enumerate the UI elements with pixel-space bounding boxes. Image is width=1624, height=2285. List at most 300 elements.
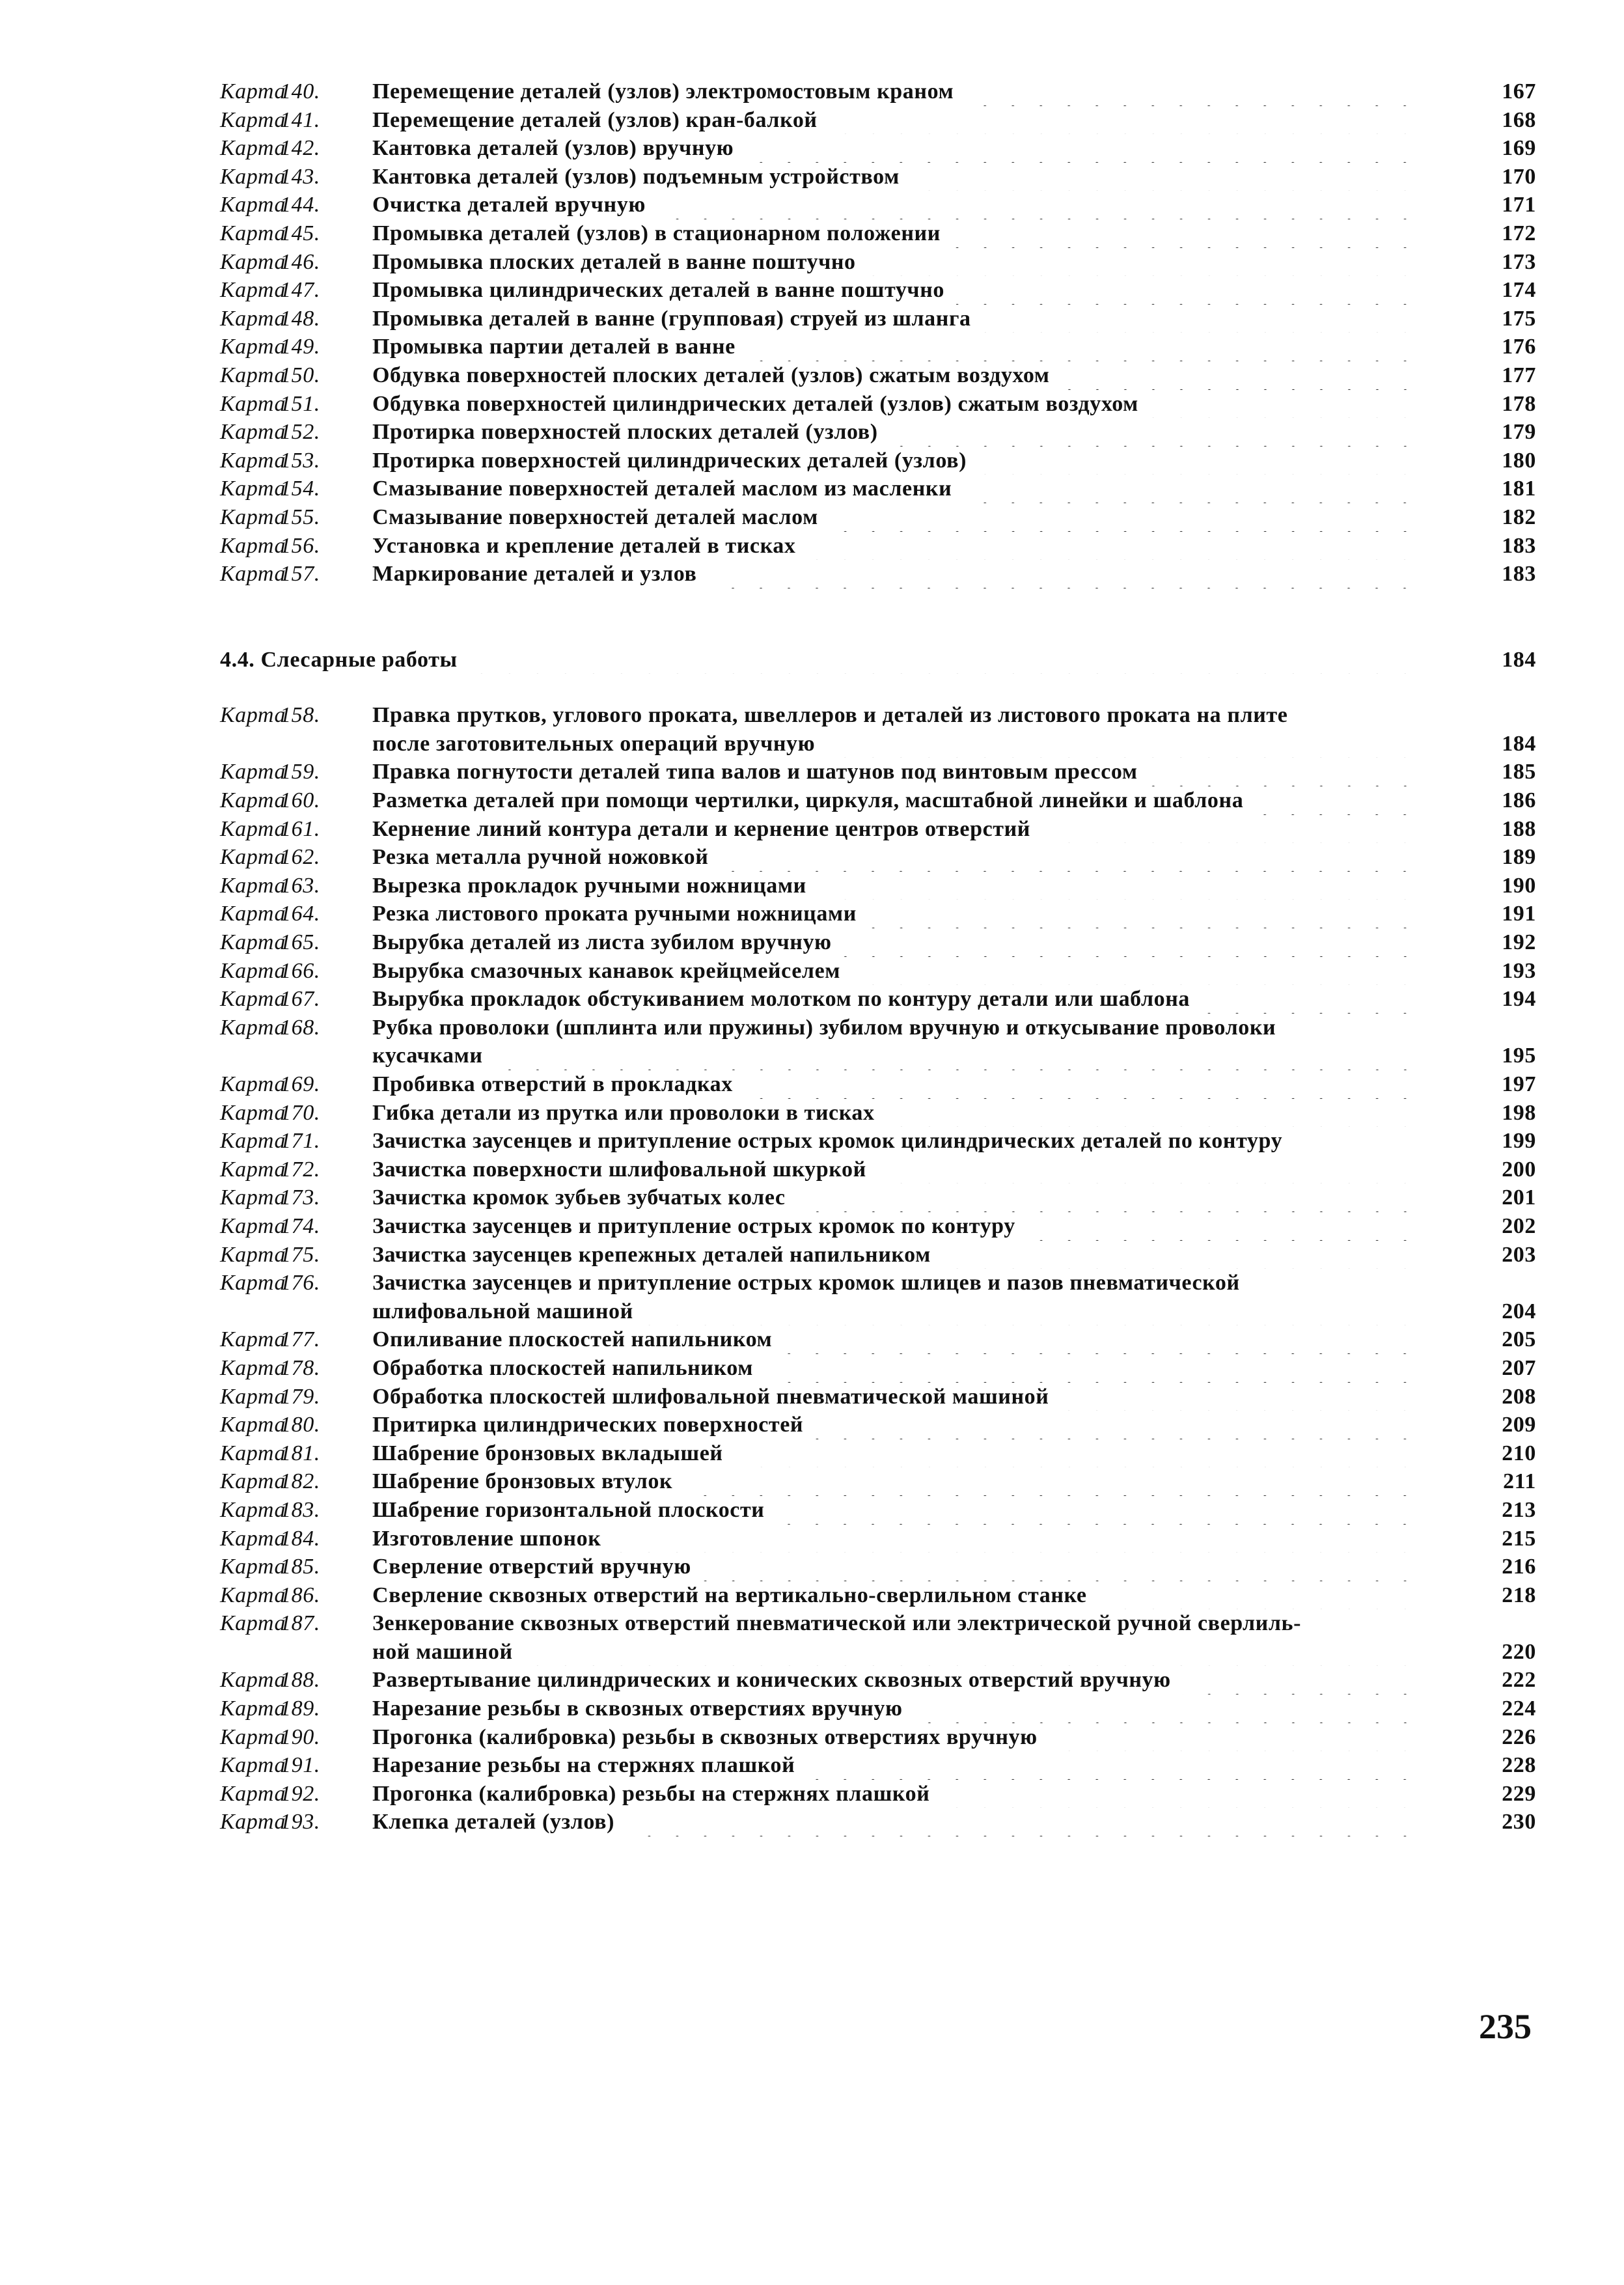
toc-entry	[220, 1439, 1536, 1468]
entry-page: 209	[1502, 1413, 1536, 1437]
entry-page: 174	[1502, 278, 1536, 303]
entry-title-line	[372, 1723, 1465, 1752]
entry-title-line	[372, 361, 1465, 390]
toc-entry	[220, 1070, 1536, 1099]
dot-leader	[844, 928, 1419, 957]
entry-page: 203	[1502, 1242, 1536, 1267]
card-label: Карта	[220, 193, 286, 217]
card-number: 140.	[280, 79, 320, 104]
card-number: 188.	[280, 1668, 320, 1693]
toc-entry	[220, 447, 1536, 475]
dot-leader	[941, 1780, 1419, 1808]
entry-title	[372, 1212, 1465, 1241]
toc-entry	[220, 872, 1536, 900]
card-label: Карта	[220, 1015, 286, 1040]
card-label: Карта	[220, 760, 286, 784]
entry-title-line	[372, 1212, 1465, 1241]
entry-title-text: Установка и крепление деталей в тисках	[372, 533, 796, 558]
entry-page: 191	[1502, 902, 1536, 926]
dot-leader	[868, 900, 1419, 928]
entry-page: 230	[1502, 1810, 1536, 1835]
entry-title	[372, 1439, 1465, 1468]
entry-title	[372, 957, 1465, 986]
toc-entry	[220, 1467, 1536, 1496]
entry-title-line	[372, 1808, 1465, 1836]
card-label: Карта	[220, 1583, 286, 1607]
dot-leader	[626, 1808, 1419, 1836]
entry-title-text: Зачистка заусенцев и притупление острых кромок цилиндрических деталей по контуру	[372, 1129, 1283, 1154]
card-label: Карта	[220, 1355, 286, 1380]
entry-title-text: Изготовление шпонок	[372, 1526, 601, 1551]
entry-page: 167	[1502, 79, 1536, 104]
entry-title	[372, 361, 1465, 390]
entry-title-line	[372, 1496, 1465, 1525]
card-number: 166.	[280, 958, 320, 983]
table-of-contents	[220, 77, 1536, 1836]
entry-page: 229	[1502, 1781, 1536, 1806]
entry-title-text: Вырубка прокладок обстукиванием молотком по контуру детали или шаблона	[372, 987, 1190, 1012]
entry-page: 192	[1502, 930, 1536, 955]
entry-title-text: шлифовальной машиной	[372, 1299, 633, 1323]
dot-leader	[1150, 390, 1419, 419]
dot-leader	[745, 1070, 1419, 1099]
entry-title	[372, 77, 1465, 106]
entry-title	[372, 1184, 1465, 1212]
card-label: Карта	[220, 1384, 286, 1409]
entry-page: 173	[1502, 249, 1536, 274]
dot-leader	[525, 1638, 1419, 1667]
toc-entry	[220, 134, 1536, 163]
card-number: 157.	[280, 562, 320, 587]
entry-title	[372, 418, 1465, 447]
entry-page: 216	[1502, 1555, 1536, 1579]
toc-entry	[220, 843, 1536, 872]
card-label: Карта	[220, 420, 286, 445]
entry-title-text: Гибка детали из прутка или проволоки в тисках	[372, 1100, 875, 1125]
card-label: Карта	[220, 278, 286, 303]
entry-title-text: Вырезка прокладок ручными ножницами	[372, 873, 806, 898]
card-number: 160.	[280, 788, 320, 813]
dot-leader	[1202, 985, 1419, 1014]
card-label: Карта	[220, 562, 286, 587]
entry-title	[372, 560, 1465, 589]
dot-leader	[784, 1325, 1419, 1354]
entry-title-text: Смазывание поверхностей деталей маслом	[372, 505, 818, 529]
dot-leader	[978, 447, 1419, 475]
dot-leader	[890, 418, 1419, 447]
card-label: Карта	[220, 845, 286, 870]
entry-title-text: Прогонка (калибровка) резьбы на стержнях плашкой	[372, 1781, 930, 1806]
entry-title-text: Пробивка отверстий в прокладках	[372, 1072, 733, 1096]
entry-title	[372, 843, 1465, 872]
toc-entry	[220, 1808, 1536, 1836]
entry-title-line	[372, 219, 1465, 248]
card-number: 150.	[280, 363, 320, 387]
card-label: Карта	[220, 788, 286, 813]
toc-entry	[220, 786, 1536, 815]
entry-title-text: Опиливание плоскостей напильником	[372, 1327, 773, 1352]
card-label: Карта	[220, 363, 286, 387]
toc-entry	[220, 900, 1536, 928]
entry-title-text: Маркирование деталей и узлов	[372, 562, 697, 587]
toc-entry	[220, 276, 1536, 305]
entry-title	[372, 1241, 1465, 1269]
entry-page: 222	[1502, 1668, 1536, 1693]
entry-title-text: кусачками	[372, 1044, 483, 1068]
card-label: Карта	[220, 703, 286, 728]
card-label: Карта	[220, 533, 286, 558]
dot-leader	[815, 1411, 1419, 1439]
entry-page: 201	[1502, 1185, 1536, 1210]
entry-title-text: Кантовка деталей (узлов) вручную	[372, 136, 734, 161]
toc-entry	[220, 418, 1536, 447]
entry-title-line	[372, 191, 1465, 219]
card-number: 159.	[280, 760, 320, 784]
entry-page: 188	[1502, 816, 1536, 841]
card-label: Карта	[220, 1781, 286, 1806]
toc-entry	[220, 1014, 1536, 1070]
dot-leader	[1049, 1723, 1419, 1752]
card-label: Карта	[220, 958, 286, 983]
entry-title	[372, 786, 1465, 815]
entry-title-line	[372, 1609, 1465, 1638]
entry-title-line	[372, 77, 1465, 106]
card-label: Карта	[220, 1072, 286, 1096]
card-number: 158.	[280, 703, 320, 728]
entry-title-text: Правка прутков, углового проката, швеллеров и деталей из листового проката на плите	[372, 703, 1288, 728]
entry-title-line	[372, 1467, 1465, 1496]
toc-entry	[220, 957, 1536, 986]
entry-title-text: Сверление отверстий вручную	[372, 1555, 691, 1579]
entry-page: 220	[1502, 1639, 1536, 1664]
entry-title-line	[372, 447, 1465, 475]
card-number: 185.	[280, 1555, 320, 1579]
entry-title	[372, 1695, 1465, 1723]
entry-title	[372, 447, 1465, 475]
card-number: 146.	[280, 249, 320, 274]
entry-title-line	[372, 475, 1465, 503]
entry-title-line	[372, 418, 1465, 447]
card-number: 142.	[280, 136, 320, 161]
entry-title-text: Протирка поверхностей цилиндрических деталей (узлов)	[372, 448, 967, 473]
entry-title-line	[372, 758, 1465, 786]
entry-title-text: Промывка плоских деталей в ванне поштучно	[372, 249, 856, 274]
entry-page: 197	[1502, 1072, 1536, 1096]
entry-page: 208	[1502, 1384, 1536, 1409]
card-number: 193.	[280, 1810, 320, 1835]
entry-title-text: Зачистка заусенцев и притупление острых кромок по контуру	[372, 1213, 1015, 1238]
entry-page: 177	[1502, 363, 1536, 387]
entry-title-text: Очистка деталей вручную	[372, 193, 646, 217]
card-number: 148.	[280, 306, 320, 331]
entry-title-text: Притирка цилиндрических поверхностей	[372, 1413, 804, 1437]
dot-leader	[765, 1354, 1419, 1383]
dot-leader	[1183, 1666, 1419, 1695]
toc-entry	[220, 1383, 1536, 1411]
card-number: 191.	[280, 1753, 320, 1778]
dot-leader	[878, 1156, 1419, 1184]
entry-title-line	[372, 1269, 1465, 1297]
toc-entry	[220, 1751, 1536, 1780]
entry-title-line	[372, 1439, 1465, 1468]
card-number: 144.	[280, 193, 320, 217]
entry-title	[372, 305, 1465, 333]
toc-entry	[220, 1184, 1536, 1212]
dot-leader	[807, 532, 1419, 561]
entry-page: 204	[1502, 1299, 1536, 1323]
entry-title-text: Вырубка смазочных канавок крейцмейселем	[372, 958, 841, 983]
card-number: 170.	[280, 1100, 320, 1125]
entry-title-line	[372, 1297, 1465, 1326]
entry-page: 215	[1502, 1526, 1536, 1551]
card-number: 165.	[280, 930, 320, 955]
dot-leader	[956, 276, 1419, 305]
dot-leader	[735, 1439, 1419, 1468]
toc-entry	[220, 106, 1536, 135]
entry-title-line	[372, 560, 1465, 589]
entry-title-text: Развертывание цилиндрических и конических сквозных отверстий вручную	[372, 1668, 1171, 1693]
card-number: 187.	[280, 1611, 320, 1636]
card-number: 143.	[280, 164, 320, 189]
dot-leader	[952, 219, 1419, 248]
toc-entry	[220, 1212, 1536, 1241]
entry-page: 190	[1502, 873, 1536, 898]
entry-title-line	[372, 1325, 1465, 1354]
card-number: 176.	[280, 1271, 320, 1295]
entry-title	[372, 1808, 1465, 1836]
entry-title-text: Перемещение деталей (узлов) электромостовым краном	[372, 79, 954, 104]
card-number: 172.	[280, 1157, 320, 1182]
entry-page: 169	[1502, 136, 1536, 161]
entry-title-text: Зачистка поверхности шлифовальной шкуркой	[372, 1157, 866, 1182]
entry-title	[372, 928, 1465, 957]
section-page: 184	[1502, 647, 1536, 672]
entry-title-line	[372, 872, 1465, 900]
card-number: 156.	[280, 533, 320, 558]
entry-title-text: Зачистка кромок зубьев зубчатых колес	[372, 1185, 786, 1210]
toc-entry	[220, 248, 1536, 277]
dot-leader	[495, 1042, 1419, 1070]
dot-leader	[1027, 1212, 1419, 1241]
entry-title-line	[372, 1666, 1465, 1695]
dot-leader	[915, 1695, 1419, 1723]
entry-title-text: Промывка деталей в ванне (групповая) струей из шланга	[372, 306, 971, 331]
entry-title-text: Протирка поверхностей плоских деталей (узлов)	[372, 420, 878, 445]
entry-title-line	[372, 701, 1465, 730]
entry-title-line	[372, 1241, 1465, 1269]
entry-page: 176	[1502, 335, 1536, 359]
entry-title-line	[372, 900, 1465, 928]
toc-entry	[220, 1496, 1536, 1525]
entry-page: 195	[1502, 1044, 1536, 1068]
section-title: 4.4. Слесарные работы	[220, 647, 458, 672]
entry-title-text: Кернение линий контура детали и кернение центров отверстий	[372, 816, 1030, 841]
entry-page: 170	[1502, 164, 1536, 189]
entry-page: 171	[1502, 193, 1536, 217]
entry-page: 218	[1502, 1583, 1536, 1607]
entry-page: 194	[1502, 987, 1536, 1012]
entry-page: 224	[1502, 1696, 1536, 1721]
card-number: 162.	[280, 845, 320, 870]
entry-page: 178	[1502, 391, 1536, 416]
entry-title-line	[372, 1354, 1465, 1383]
entry-page: 185	[1502, 760, 1536, 784]
card-label: Карта	[220, 1129, 286, 1154]
card-label: Карта	[220, 1555, 286, 1579]
entry-title-line	[372, 1383, 1465, 1411]
toc-entry	[220, 1156, 1536, 1184]
entry-title-text: Сверление сквозных отверстий на вертикально-сверлильном станке	[372, 1583, 1087, 1607]
entry-title	[372, 701, 1465, 758]
dot-leader	[1060, 1383, 1419, 1411]
entry-title	[372, 1099, 1465, 1128]
toc-entry	[220, 815, 1536, 844]
card-label: Карта	[220, 1441, 286, 1465]
card-number: 184.	[280, 1526, 320, 1551]
dot-leader	[868, 248, 1419, 277]
entry-title-text: Шабрение бронзовых втулок	[372, 1469, 673, 1494]
entry-page: 228	[1502, 1753, 1536, 1778]
toc-entry	[220, 1581, 1536, 1610]
entry-title-text: Обдувка поверхностей плоских деталей (узлов) сжатым воздухом	[372, 363, 1050, 387]
entry-page: 213	[1502, 1497, 1536, 1522]
card-label: Карта	[220, 136, 286, 161]
card-number: 192.	[280, 1781, 320, 1806]
entry-title-text: Кантовка деталей (узлов) подъемным устройством	[372, 164, 900, 189]
toc-entry	[220, 475, 1536, 503]
card-label: Карта	[220, 221, 286, 245]
entry-title	[372, 390, 1465, 419]
entry-page: 168	[1502, 107, 1536, 132]
card-label: Карта	[220, 1696, 286, 1721]
entry-title-text: Вырубка деталей из листа зубилом вручную	[372, 930, 832, 955]
card-label: Карта	[220, 1810, 286, 1835]
entry-title-line	[372, 1411, 1465, 1439]
entry-title	[372, 1325, 1465, 1354]
entry-title-text: Резка металла ручной ножовкой	[372, 845, 709, 870]
entry-page: 180	[1502, 448, 1536, 473]
dot-leader	[983, 305, 1419, 333]
card-number: 152.	[280, 420, 320, 445]
dot-leader	[469, 646, 1419, 674]
card-number: 151.	[280, 391, 320, 416]
toc-entry	[220, 1695, 1536, 1723]
card-number: 169.	[280, 1072, 320, 1096]
entry-title-line	[372, 815, 1465, 844]
entry-page: 202	[1502, 1213, 1536, 1238]
card-label: Карта	[220, 873, 286, 898]
dot-leader	[1149, 758, 1419, 786]
entry-title	[372, 872, 1465, 900]
dot-leader	[657, 191, 1419, 219]
entry-title-line	[372, 1184, 1465, 1212]
entry-page: 184	[1502, 731, 1536, 756]
card-label: Карта	[220, 1413, 286, 1437]
entry-page: 183	[1502, 562, 1536, 587]
card-label: Карта	[220, 1327, 286, 1352]
toc-entry	[220, 1609, 1536, 1666]
entry-title-line	[372, 985, 1465, 1014]
toc-entry	[220, 1099, 1536, 1128]
card-label: Карта	[220, 1157, 286, 1182]
entry-title	[372, 1496, 1465, 1525]
card-label: Карта	[220, 107, 286, 132]
dot-leader	[1062, 361, 1419, 390]
entry-title	[372, 106, 1465, 135]
dot-leader	[645, 1297, 1419, 1326]
card-label: Карта	[220, 79, 286, 104]
card-label: Карта	[220, 1242, 286, 1267]
entry-title-text: Перемещение деталей (узлов) кран-балкой	[372, 107, 818, 132]
card-number: 180.	[280, 1413, 320, 1437]
card-label: Карта	[220, 391, 286, 416]
card-number: 178.	[280, 1355, 320, 1380]
entry-page: 199	[1502, 1129, 1536, 1154]
entry-title-line	[372, 1695, 1465, 1723]
entry-title	[372, 1156, 1465, 1184]
entry-title	[372, 191, 1465, 219]
entry-title-line	[372, 786, 1465, 815]
dot-leader	[818, 872, 1419, 900]
entry-title-line	[372, 928, 1465, 957]
page-number: 235	[1479, 2007, 1532, 2046]
entry-title-text: Нарезание резьбы в сквозных отверстиях вручную	[372, 1696, 903, 1721]
entry-page: 193	[1502, 958, 1536, 983]
entry-title-line	[372, 1127, 1465, 1156]
card-label: Карта	[220, 902, 286, 926]
entry-title	[372, 1780, 1465, 1808]
entry-title-text: Прогонка (калибровка) резьбы в сквозных отверстиях вручную	[372, 1724, 1038, 1749]
card-label: Карта	[220, 1271, 286, 1295]
entry-title-text: Шабрение горизонтальной плоскости	[372, 1497, 765, 1522]
dot-leader	[852, 957, 1419, 986]
card-number: 163.	[280, 873, 320, 898]
dot-leader	[829, 106, 1419, 135]
entry-title	[372, 1751, 1465, 1780]
card-number: 153.	[280, 448, 320, 473]
entry-title	[372, 333, 1465, 361]
card-label: Карта	[220, 448, 286, 473]
entry-title-line	[372, 333, 1465, 361]
dot-leader	[911, 163, 1419, 191]
entry-title-line	[372, 106, 1465, 135]
entry-title-text: Клепка деталей (узлов)	[372, 1810, 615, 1835]
entry-title-text: Обдувка поверхностей цилиндрических деталей (узлов) сжатым воздухом	[372, 391, 1138, 416]
section-heading-row	[220, 646, 1536, 674]
dot-leader	[745, 134, 1419, 163]
entry-title-line	[372, 276, 1465, 305]
entry-title-line	[372, 305, 1465, 333]
entry-title-line	[372, 1525, 1465, 1553]
entry-title-text: Зенкерование сквозных отверстий пневматической или электрической ручной сверлиль-	[372, 1611, 1302, 1636]
entry-title-text: Обработка плоскостей шлифовальной пневматической машиной	[372, 1384, 1049, 1409]
entry-title-line	[372, 843, 1465, 872]
dot-leader	[1042, 815, 1419, 844]
card-label: Карта	[220, 1526, 286, 1551]
card-number: 167.	[280, 987, 320, 1012]
toc-entry	[220, 1325, 1536, 1354]
card-number: 161.	[280, 816, 320, 841]
card-label: Карта	[220, 1185, 286, 1210]
entry-page: 189	[1502, 845, 1536, 870]
card-number: 186.	[280, 1583, 320, 1607]
card-number: 155.	[280, 505, 320, 529]
toc-block-cards-140-157	[220, 77, 1536, 589]
card-number: 141.	[280, 107, 320, 132]
entry-title-text: Рубка проволоки (шплинта или пружины) зубилом вручную и откусывание проволоки	[372, 1015, 1276, 1040]
entry-title-text: Промывка партии деталей в ванне	[372, 335, 736, 359]
entry-title	[372, 758, 1465, 786]
